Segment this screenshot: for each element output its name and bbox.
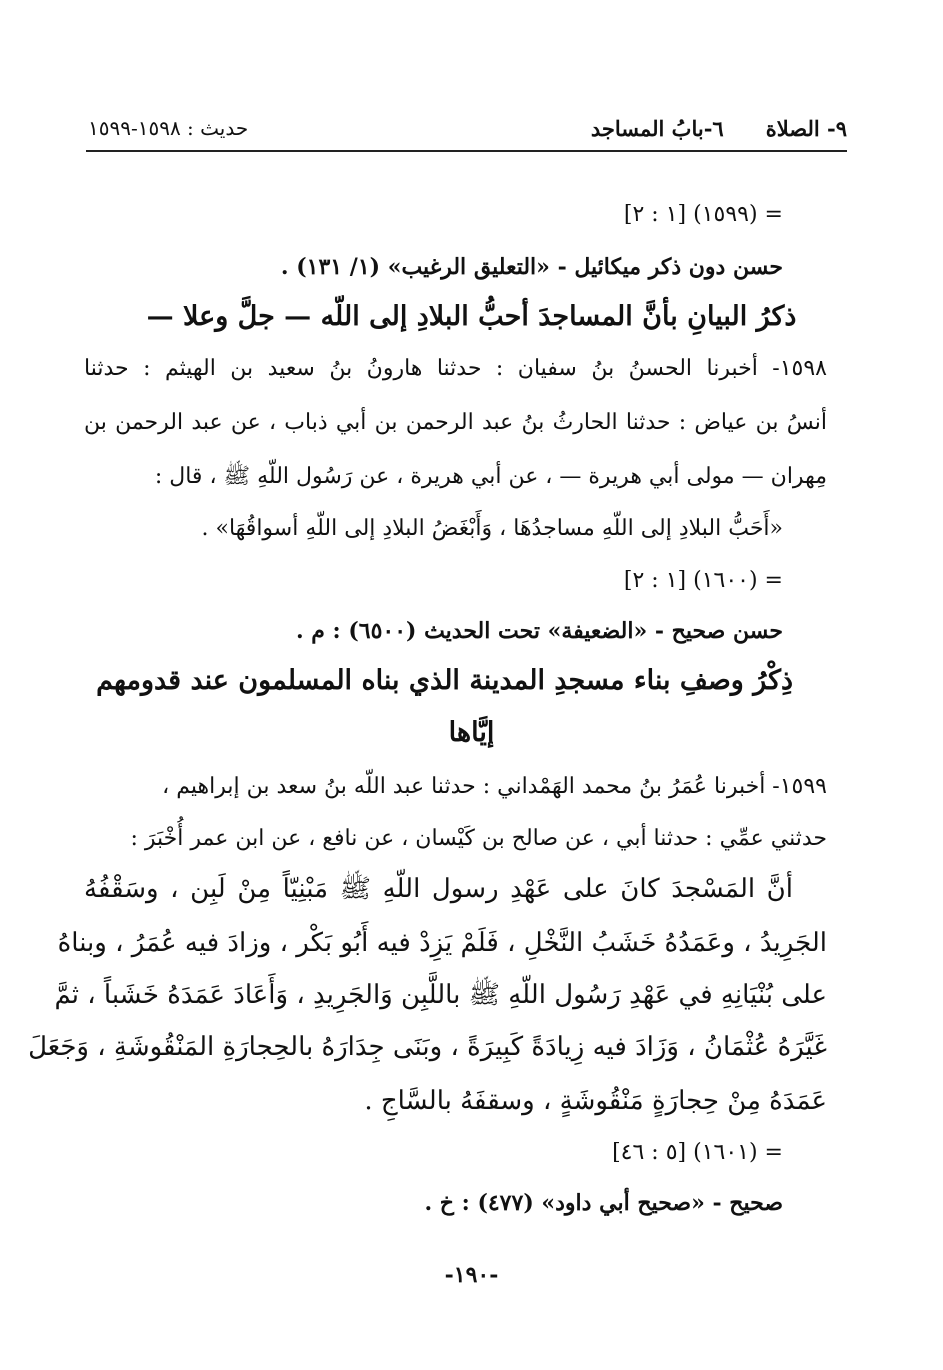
hadith-1599-line-2: حدثني عمِّي : حدثنا أبي ، عن صالح بن كَيْسان ، عن نافع ، عن ابن عمر أُخْبَرَ :: [130, 826, 827, 851]
grading-1600: حسن صحيح - «الضعيفة» تحت الحديث (٦٥٠٠) : م .: [295, 618, 783, 644]
chapter-title: ٩- الصلاة: [765, 115, 847, 141]
section-title: ٦-بابُ المساجد: [590, 115, 724, 141]
hadith-1599-text-1: أنَّ المَسْجدَ كانَ على عَهْدِ رسول اللّهِ ﷺ مَبْنِيّاً مِنْ لَبِن ، وسَقْفُهُ: [84, 874, 793, 904]
hadith-range: حديث : ١٥٩٨-١٥٩٩: [88, 116, 249, 140]
hadith-1598-line-3: مِهران — مولى أبي هريرة — ، عن أبي هريرة ، عن رَسُول اللّهِ ﷺ ، قال :: [154, 464, 827, 489]
grading-1599: حسن دون ذكر ميكائيل - «التعليق الرغيب» (١/ ١٣١) .: [280, 254, 783, 280]
header-right: [591, 116, 847, 141]
hadith-1599-text-5: عَمَدَهُ مِنْ حِجارَةٍ مَنْقُوشَةٍ ، وسقفَهُ بالسَّاجِ .: [364, 1086, 827, 1116]
chapter-heading-2-line-2: إيَّاها: [448, 717, 495, 748]
running-header: [88, 110, 847, 146]
page-number: -١٩٠-: [444, 1262, 499, 1288]
hadith-1599-text-3: على بُنْيَانِهِ في عَهْدِ رَسُول اللّهِ ﷺ باللَّبِن وَالجَرِيدِ ، وَأَعَادَ عَمَدَهُ خَشَباً ، ثمَّ: [54, 980, 827, 1010]
crossref-1600: = (١٦٠٠) [١ : ٢]: [623, 568, 783, 593]
crossref-1601: = (١٦٠١) [٥ : ٤٦]: [612, 1140, 783, 1165]
grading-1601: صحيح - «صحيح أبي داود» (٤٧٧) : خ .: [424, 1190, 783, 1216]
hadith-1598-line-1: ١٥٩٨- أخبرنا الحسنُ بنُ سفيان : حدثنا هارونُ بنُ سعيد بن الهيثم : حدثنا: [84, 356, 827, 381]
header-rule: [86, 150, 847, 152]
chapter-heading-1: ذكرُ البيانِ بأنَّ المساجدَ أحبُّ البلادِ إلى اللّه — جلَّ وعلا —: [146, 301, 797, 332]
crossref-1599: = (١٥٩٩) [١ : ٢]: [623, 202, 783, 227]
hadith-1599-text-4: غَيَّرَهُ عُثْمَانُ ، وَزَادَ فيه زِيادَةً كَبِيرَةً ، وبَنَى جِدَارَهُ بالحِجارَةِ المَنْقُوشَةِ ، وَجَعَلَ: [28, 1032, 827, 1062]
hadith-1599-line-1: ١٥٩٩- أخبرنا عُمَرُ بنُ محمد الهَمْداني : حدثنا عبد اللّه بنُ سعد بن إبراهيم ،: [162, 774, 827, 799]
hadith-1599-text-2: الجَرِيدُ ، وعَمَدُهُ خَشَبُ النَّخْلِ ، فَلَمْ يَزِدْ فيه أَبُو بَكْر ، وزادَ فيه عُمَرُ ، وبناهُ: [57, 928, 827, 958]
hadith-1598-line-2: أنسُ بن عياض : حدثنا الحارثُ بنُ عبد الرحمن بن أبي ذباب ، عن عبد الرحمن بن: [84, 410, 827, 435]
hadith-1598-text: «أَحَبُّ البلادِ إلى اللّهِ مساجدُهَا ، وَأَبْغَضُ البلادِ إلى اللّهِ أسواقُهَا» .: [201, 516, 783, 541]
chapter-heading-2-line-1: ذِكْرُ وصفِ بناء مسجدِ المدينة الذي بناه المسلمون عند قدومهم: [96, 665, 793, 696]
